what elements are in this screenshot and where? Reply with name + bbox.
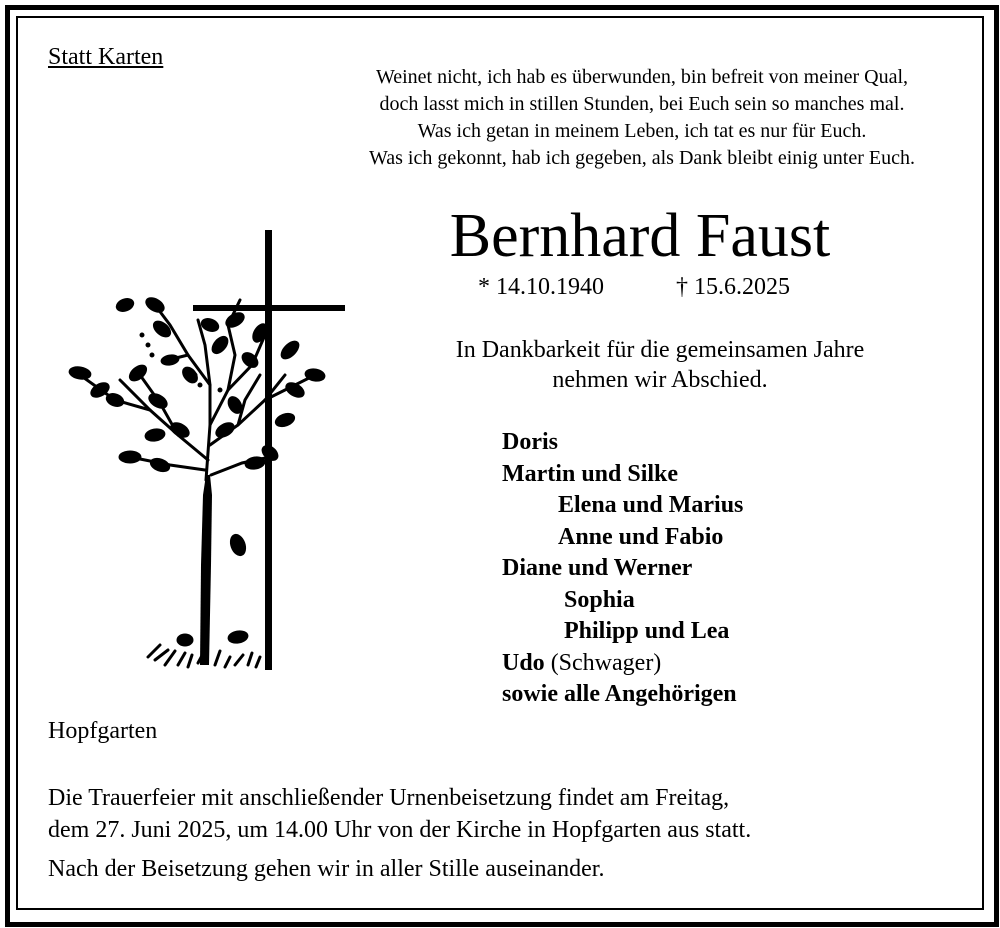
- deceased-name: Bernhard Faust: [449, 202, 831, 270]
- statt-karten-heading: Statt Karten: [48, 44, 164, 70]
- family-list: [502, 427, 743, 711]
- family-member: Martin und Silke: [502, 460, 679, 487]
- family-member: Doris: [502, 429, 558, 455]
- poem-line: Was ich getan in meinem Leben, ich tat es nur für Euch.: [417, 120, 867, 142]
- poem-line: Weinet nicht, ich hab es überwunden, bin befreit von meiner Qual,: [375, 66, 909, 88]
- closing-text: Nach der Beisetzung gehen wir in aller Stille auseinander.: [48, 856, 605, 882]
- poem-block: [330, 64, 954, 172]
- ceremony-line: dem 27. Juni 2025, um 14.00 Uhr von der Kirche in Hopfgarten aus statt.: [48, 817, 752, 843]
- death-date: † 15.6.2025: [676, 274, 790, 300]
- family-member: Diane und Werner: [502, 555, 693, 581]
- thanks-line: In Dankbarkeit für die gemeinsamen Jahre: [455, 337, 865, 363]
- tree-and-cross-icon: [60, 225, 360, 685]
- thanks-text: [380, 335, 940, 395]
- poem-line: Was ich gekonnt, hab ich gegeben, als Dank bleibt einig unter Euch.: [368, 147, 915, 169]
- family-member: Philipp und Lea: [564, 618, 730, 644]
- thanks-line: nehmen wir Abschied.: [552, 367, 768, 393]
- ceremony-line: Die Trauerfeier mit anschließender Urnenbeisetzung findet am Freitag,: [48, 785, 730, 811]
- family-member: Sophia: [564, 586, 635, 613]
- birth-date: * 14.10.1940: [478, 274, 604, 300]
- ceremony-text: [48, 782, 751, 846]
- family-member-udo: [502, 648, 743, 680]
- poem-line: doch lasst mich in stillen Stunden, bei Euch sein so manches mal.: [379, 93, 905, 115]
- family-member-relation: (Schwager): [550, 649, 662, 676]
- family-member: Elena und Marius: [558, 492, 744, 518]
- family-member: Anne und Fabio: [558, 523, 724, 550]
- family-relatives: sowie alle Angehörigen: [502, 681, 737, 707]
- family-member-name: Udo: [502, 649, 545, 676]
- place-name: Hopfgarten: [48, 718, 158, 744]
